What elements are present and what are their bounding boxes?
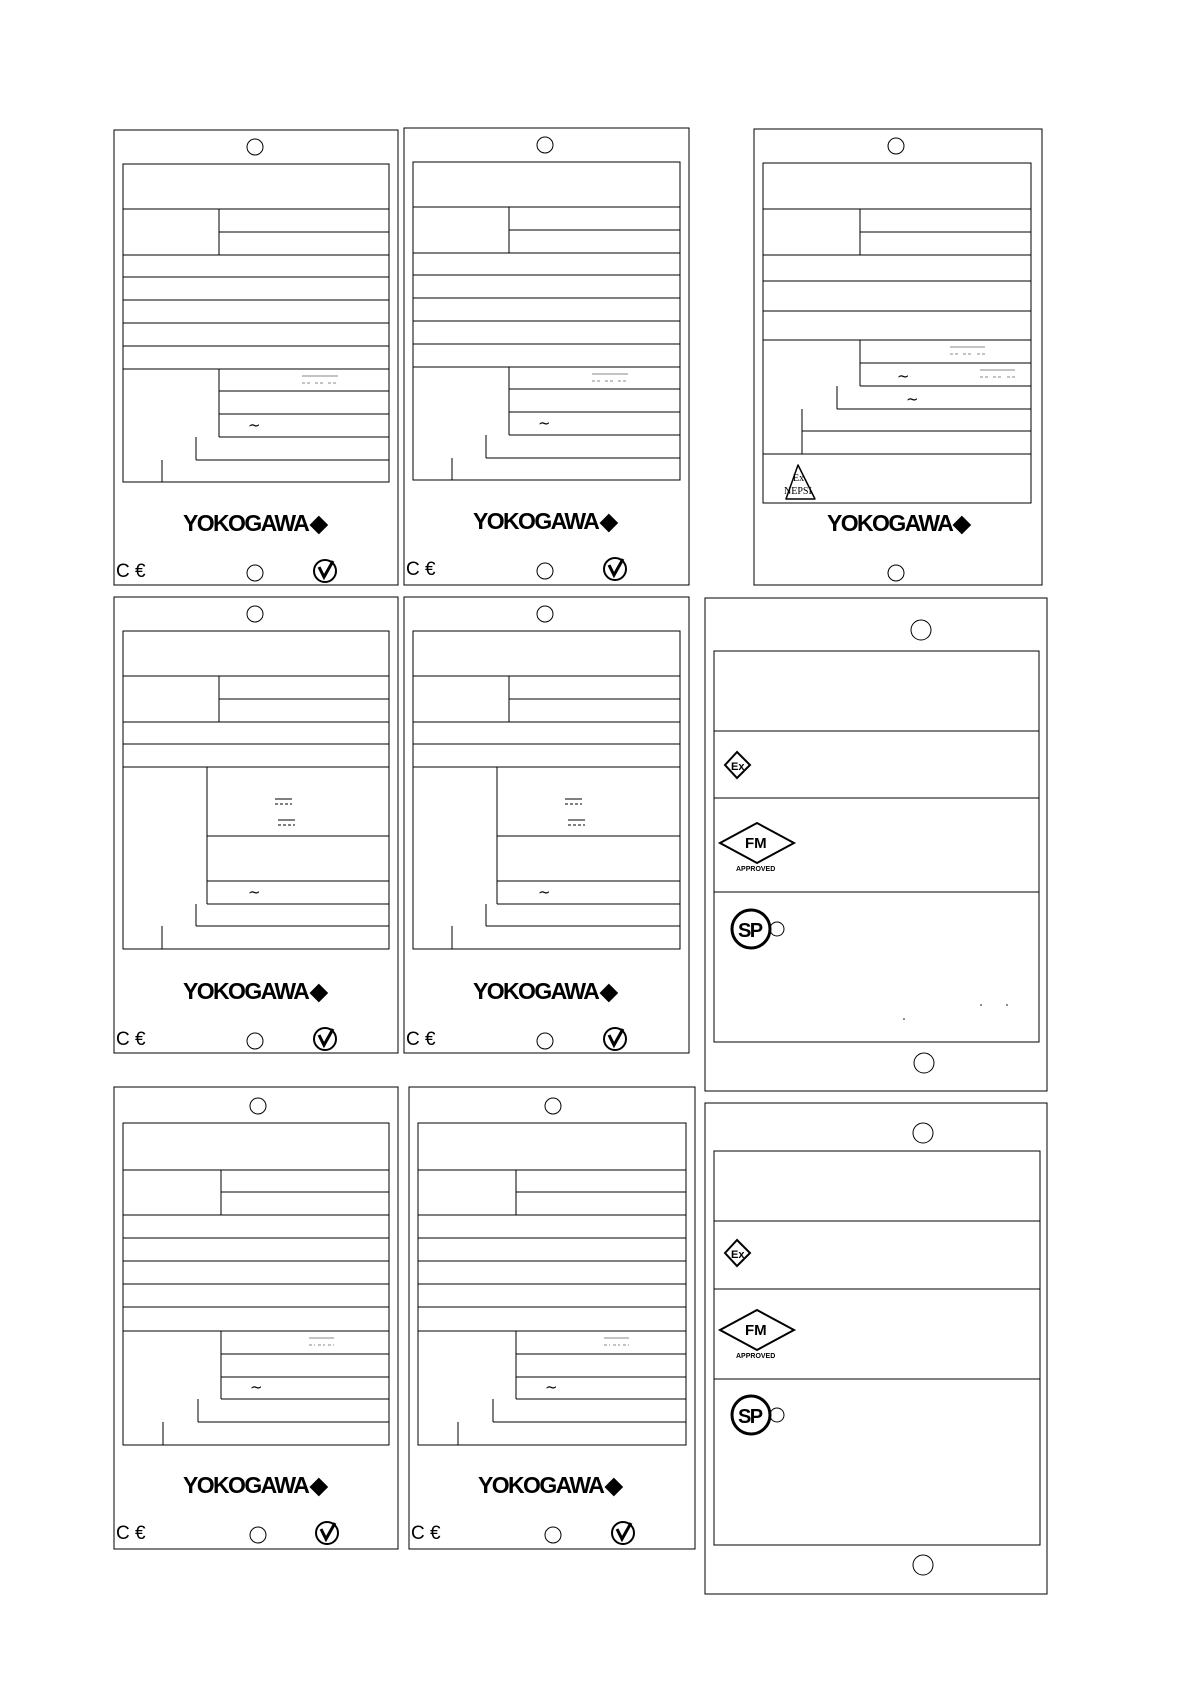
nepsi-mark	[784, 465, 815, 499]
nameplate-7	[114, 1087, 398, 1549]
ce-mark: C €	[406, 559, 436, 580]
ce-mark: C €	[411, 1523, 441, 1544]
c-tick-icon	[314, 560, 336, 582]
ce-mark: C €	[406, 1029, 436, 1050]
nameplate-8	[409, 1087, 695, 1549]
nameplate-9-approvals	[705, 1103, 1047, 1594]
c-tick-icon	[604, 558, 626, 580]
brand-logo: YOKOGAWA	[183, 510, 309, 536]
brand-diamond: ◆	[310, 510, 327, 536]
brand-diamond: ◆	[310, 978, 327, 1004]
dc-symbol	[275, 799, 292, 804]
mounting-hole	[247, 139, 263, 155]
ac-symbol: ~	[248, 883, 261, 901]
ex-icon	[725, 752, 750, 778]
dc-symbol	[950, 347, 985, 354]
table-rules	[413, 676, 680, 949]
dc-symbol	[278, 820, 295, 825]
ex-icon	[725, 1240, 750, 1266]
ac-symbol: ~	[250, 1378, 263, 1396]
nameplate-6-approvals	[705, 598, 1047, 1091]
brand-diamond: ◆	[600, 508, 617, 534]
mounting-hole	[888, 138, 904, 154]
ce-mark: C €	[116, 1029, 146, 1050]
data-table	[123, 631, 389, 949]
mounting-hole	[250, 1527, 266, 1543]
nepsi-text: NEPSI	[784, 486, 812, 497]
ex-text: Ex	[731, 1249, 745, 1261]
data-table	[714, 1151, 1040, 1545]
dc-symbol	[309, 1338, 334, 1345]
mounting-hole	[247, 565, 263, 581]
mounting-hole	[537, 137, 553, 153]
fm-approved-mark	[720, 1310, 794, 1360]
ac-symbol: ~	[897, 367, 910, 385]
dc-symbol	[568, 820, 585, 825]
brand-diamond: ◆	[953, 510, 970, 536]
nepsi-ex-text: Ex	[793, 473, 805, 484]
c-tick-icon	[316, 1522, 338, 1544]
c-tick-icon	[314, 1028, 336, 1050]
mounting-hole	[545, 1527, 561, 1543]
ex-text: Ex	[731, 761, 745, 773]
data-table	[763, 163, 1031, 503]
table-rules	[123, 676, 389, 949]
csa-mark	[732, 1396, 784, 1434]
brand-logo: YOKOGAWA	[183, 978, 309, 1004]
brand-logo: YOKOGAWA	[473, 978, 599, 1004]
nameplate-5	[404, 597, 689, 1053]
nameplate-1	[114, 130, 398, 585]
brand-diamond: ◆	[605, 1472, 622, 1498]
c-tick-icon	[612, 1522, 634, 1544]
ce-mark: C €	[116, 1523, 146, 1544]
fm-text: FM	[745, 1322, 767, 1339]
brand-logo: YOKOGAWA	[183, 1472, 309, 1498]
nameplate-2	[404, 128, 689, 585]
table-rules	[123, 209, 389, 482]
mounting-hole	[250, 1098, 266, 1114]
mounting-hole	[911, 620, 931, 640]
nameplate-3-nepsi	[754, 129, 1042, 585]
table-rules	[123, 1170, 389, 1445]
dc-symbol	[980, 370, 1015, 377]
brand-logo: YOKOGAWA	[827, 510, 953, 536]
brand-diamond: ◆	[310, 1472, 327, 1498]
approved-text: APPROVED	[736, 866, 776, 873]
approved-text: APPROVED	[736, 1353, 776, 1360]
mounting-hole	[537, 563, 553, 579]
mounting-hole	[247, 1033, 263, 1049]
c-tick-icon	[604, 1028, 626, 1050]
mounting-hole	[888, 565, 904, 581]
table-rules	[418, 1170, 686, 1445]
csa-text: SP	[738, 920, 762, 942]
ce-mark: C €	[116, 561, 146, 582]
csa-text: SP	[738, 1406, 762, 1428]
mounting-hole	[914, 1053, 934, 1073]
data-table	[413, 631, 680, 949]
mounting-hole	[247, 606, 263, 622]
brand-logo: YOKOGAWA	[473, 508, 599, 534]
ac-symbol: ~	[538, 883, 551, 901]
mounting-hole	[537, 606, 553, 622]
mounting-hole	[537, 1033, 553, 1049]
dc-symbol	[592, 374, 628, 381]
dc-symbol	[302, 376, 338, 383]
nameplate-4	[114, 597, 398, 1053]
fm-approved-mark	[720, 823, 794, 873]
ac-symbol: ~	[248, 416, 261, 434]
table-rules	[763, 209, 1031, 454]
brand-diamond: ◆	[600, 978, 617, 1004]
mounting-hole	[545, 1098, 561, 1114]
csa-mark	[732, 910, 784, 948]
ac-symbol: ~	[906, 390, 919, 408]
mounting-hole	[913, 1123, 933, 1143]
table-rules	[413, 207, 680, 480]
fm-text: FM	[745, 835, 767, 852]
brand-logo: YOKOGAWA	[478, 1472, 604, 1498]
ac-symbol: ~	[545, 1378, 558, 1396]
dc-symbol	[565, 799, 582, 804]
dc-symbol	[604, 1338, 629, 1345]
ac-symbol: ~	[538, 414, 551, 432]
mounting-hole	[913, 1555, 933, 1575]
